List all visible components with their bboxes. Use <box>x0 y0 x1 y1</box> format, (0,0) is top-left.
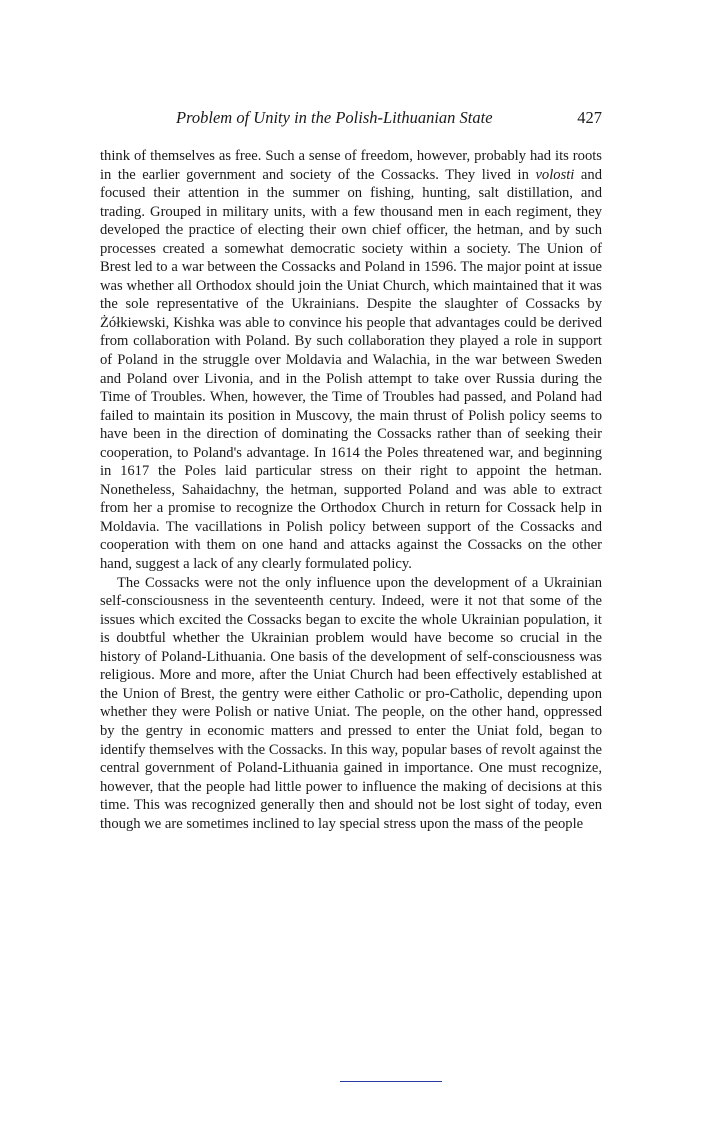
italic-term-volosti: volosti <box>535 166 575 183</box>
paragraph-1-text-b: and focused their attention in the summer on fishing, hunting, salt distillation, and trading. Grouped in military units, with a few thousand men in each regiment, they developed the practice of electing their own chief officer, the hetman, and by such processes created a somewhat democratic society within a society. The Union of Brest led to a war between the Cossacks and Poland in 1596. The major point at issue was whether all Orthodox should join the Uniat Church, which maintained that it was the sole representative of the Ukrainians. Despite the slaughter of Cossacks by Żółkiewski, Kishka was able to convince his people that advantages could be derived from collaboration with Poland. By such collaboration they played a role in support of Poland in the struggle over Moldavia and Walachia, in the war between Sweden and Poland over Livonia, and in the Polish attempt to take over Russia during the Time of Troubles. When, however, the Time of Troubles had passed, and Poland had failed to maintain its position in Muscovy, the main thrust of Polish policy seems to have been in the direction of dominating the Cossacks rather than of seeking their cooperation, to Poland's advantage. In 1614 the Poles threatened war, and beginning in 1617 the Poles laid particular stress on their right to appoint the hetman. Nonetheless, Sahaidachny, the hetman, supported Poland and was able to extract from her a promise to recognize the Orthodox Church in return for Cossack help in Moldavia. The vacillations in Polish policy between support of the Cossacks and cooperation with them on one hand and attacks against the Cossacks on the other hand, suggest a lack of any clearly formulated policy. <box>100 166 602 573</box>
page-header <box>100 108 602 132</box>
paragraph-1 <box>100 147 602 574</box>
page-number: 427 <box>577 108 602 127</box>
paragraph-2: The Cossacks were not the only influence upon the development of a Ukrainian self-consciousness in the seventeenth century. Indeed, were it not that some of the issues which excited the Cossacks began to excite the whole Ukrainian population, it is doubtful whether the Ukrainian problem would have become so crucial in the history of Poland-Lithuania. One basis of the development of self-consciousness was religious. More and more, after the Uniat Church had been effectively established at the Union of Brest, the gentry were either Catholic or pro-Catholic, depending upon whether they were Polish or native Uniat. The people, on the other hand, oppressed by the gentry in economic matters and pressed to enter the Uniat fold, began to identify themselves with the Cossacks. In this way, popular bases of revolt against the central government of Poland-Lithuania gained in importance. One must recognize, however, that the people had little power to influence the making of decisions at this time. This was recognized generally then and should not be lost sight of today, even though we are sometimes inclined to lay special stress upon the mass of the people <box>100 574 602 832</box>
running-title: Problem of Unity in the Polish-Lithuanian State <box>176 108 493 127</box>
paragraph-1-text-a: think of themselves as free. Such a sense of freedom, however, probably had its roots in the earlier government and society of the Cossacks. They lived in <box>100 148 602 183</box>
body-text <box>100 147 602 833</box>
footer-rule <box>340 1081 442 1082</box>
